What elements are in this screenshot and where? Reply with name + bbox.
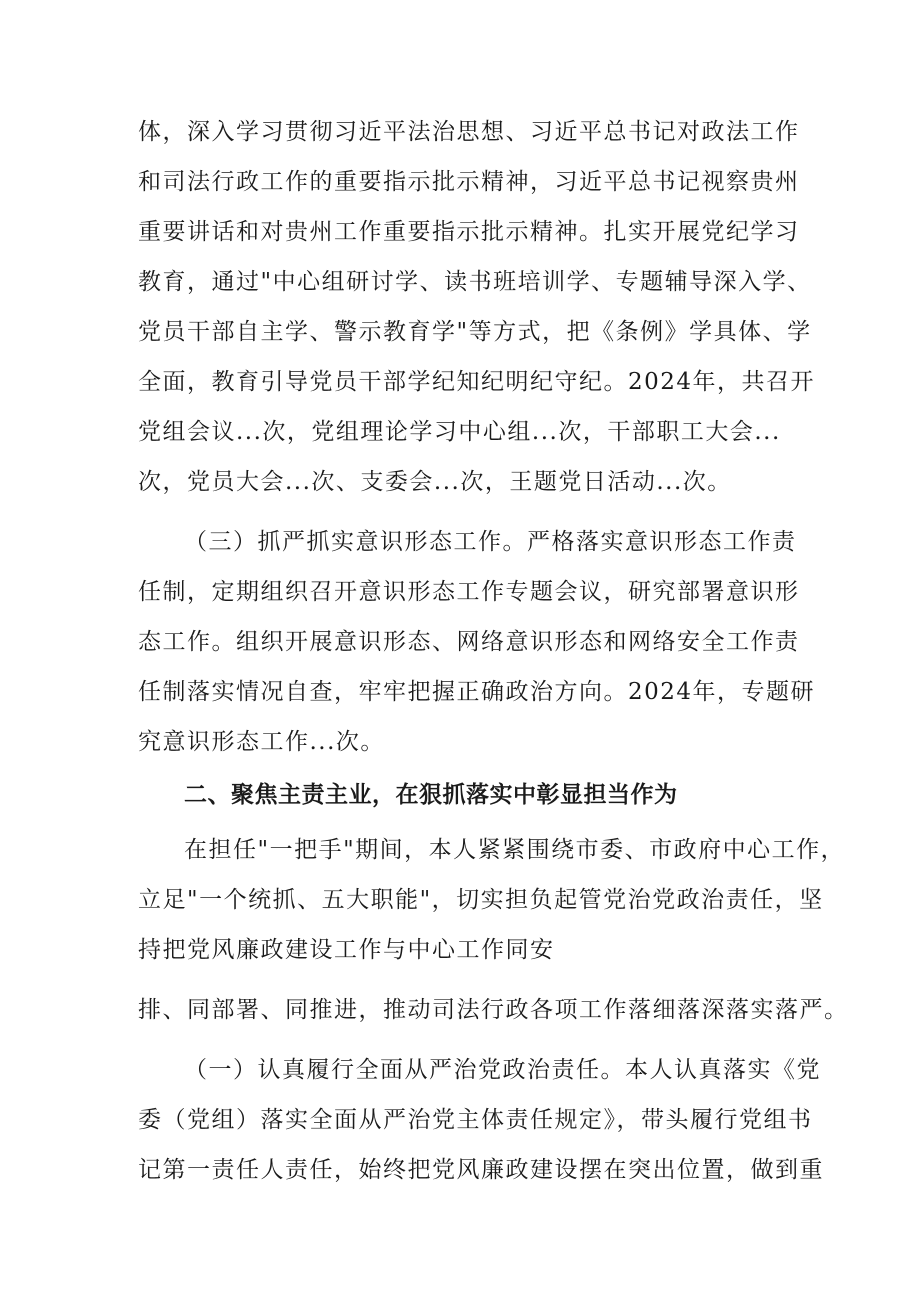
text-line: 记第一责任人责任，始终把党风廉政建设摆在突出位置，做到重 (138, 1157, 824, 1183)
text-line: 持把党风廉政建设工作与中心工作同安 (138, 937, 555, 963)
text-line: 和司法行政工作的重要指示批示精神，习近平总书记视察贵州 (138, 169, 800, 195)
text-line: 排、同部署、同推进，推动司法行政各项工作落细落深落实落严。 (138, 997, 849, 1023)
text-line: 态工作。组织开展意识形态、网络意识形态和网络安全工作责 (138, 629, 800, 655)
text-line: 次，党员大会...次、支委会...次，王题党日活动...次。 (138, 469, 732, 495)
text-line: 教育，通过"中心组研讨学、读书班培训学、专题辅导深入学、 (138, 269, 812, 295)
text-line: （一）认真履行全面从严治党政治责任。本人认真落实《党 (184, 1057, 821, 1083)
text-line: 党组会议...次，党组理论学习中心组...次，干部职工大会... (138, 419, 781, 445)
text-line: 重要讲话和对贵州工作重要指示批示精神。扎实开展党纪学习 (138, 219, 800, 245)
text-line: 体，深入学习贯彻习近平法治思想、习近平总书记对政法工作 (138, 119, 800, 145)
text-line: 任制落实情况自查，牢牢把握正确政治方向。2024年，专题研 (138, 679, 816, 705)
text-line: 全面，教育引导党员干部学纪知纪明纪守纪。2024年，共召开 (138, 369, 816, 395)
text-line: 究意识形态工作...次。 (138, 729, 385, 755)
text-line: 委（党组）落实全面从严治党主体责任规定》，带头履行党组书 (138, 1107, 813, 1133)
text-line: 立足"一个统抓、五大职能"，切实担负起管党治党政治责任，坚 (138, 887, 824, 913)
text-line: 任制，定期组织召开意识形态工作专题会议，研究部署意识形 (138, 579, 800, 605)
text-line: 党员干部自主学、警示教育学"等方式，把《条例》学具体、学 (138, 319, 812, 345)
text-line: 在担任"一把手"期间，本人紧紧围绕市委、市政府中心工作， (184, 837, 846, 863)
text-line: （三）抓严抓实意识形态工作。严格落实意识形态工作责 (184, 529, 797, 555)
section-heading: 二、聚焦主责主业，在狠抓落实中彰显担当作为 (184, 782, 678, 808)
